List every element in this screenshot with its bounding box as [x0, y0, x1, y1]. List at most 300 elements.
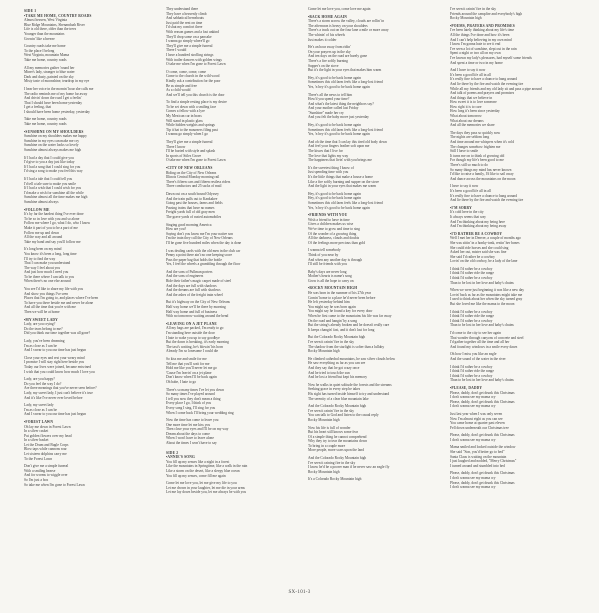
- lyric-line: All the darkness, clouds and doubts: [308, 236, 360, 241]
- lyric-line: And they say that he got crazy once: [308, 365, 360, 370]
- lyric-line: Rocky Mountain high: [308, 469, 340, 474]
- lyric-line: She could ride horses and she could sing: [450, 245, 509, 250]
- lyric-line: I'd tell a tale sure to make you smile: [24, 181, 76, 186]
- lyric-line: Let me lay down beside you, let me always be with you: [166, 490, 247, 495]
- lyric-line: Please, daddy, don't get drunk this Christmas: [450, 390, 515, 395]
- lyric-line: Lady, are you crying?: [24, 322, 56, 327]
- lyric-line: And I'm thinking about my being here: [450, 219, 505, 224]
- lyric-line: But the dawn is breaking, it's early morning: [166, 340, 229, 345]
- lyric-line: Singing good morning America: [166, 222, 212, 227]
- lyric-line: But it's highway on the City of New Orleans: [166, 300, 230, 305]
- song-title: • ROCKY MOUNTAIN HIGH: [308, 286, 444, 291]
- song-title: • TAKE ME HOME, COUNTRY ROADS: [24, 14, 160, 19]
- lyric-line: Make it part of you to be a part of me: [24, 225, 78, 230]
- lyric-line: Three conductors and 25 sacks of mail: [166, 184, 222, 189]
- lyric-line: Sunshine in my eyes can make me cry: [24, 138, 79, 143]
- song-title: • CITY OF NEW ORLEANS: [166, 166, 302, 171]
- lyric-line: You fill up my senses like a night in a forest: [166, 459, 230, 464]
- lyric-line: To be there where I can talk to you: [24, 274, 75, 279]
- lyric-line: There's fifteen cars and fifteen restless riders: [166, 179, 231, 184]
- lyric-line: They'll give me a simple funeral: [166, 43, 213, 48]
- lyric-line: It always seems that way: [450, 214, 486, 219]
- lyric-line: Hey, it's good to be back home again: [308, 75, 361, 80]
- lyric-line: It's been a good life all in all: [450, 188, 491, 193]
- lyric-line: As a child would: [166, 88, 191, 93]
- lyric-line: Fell down underneath our Christmas tree: [450, 425, 509, 430]
- lyric-line: One more time let me kiss you: [166, 422, 211, 427]
- lyric-line: Hold me like you'll never let me go: [166, 366, 217, 371]
- lyric-line: Yes, 'n hey it's good to be back home again: [308, 84, 370, 89]
- lyric-line: How right it is to care: [450, 104, 482, 109]
- lyric-line: Today our lives were joined, became entwined: [24, 364, 91, 369]
- lyric-line: Sometimes this old farm feels like a long-lost friend: [308, 127, 383, 132]
- lyric-line: Misty taste of moonshine, teardrop in my eye: [24, 79, 90, 84]
- lyric-line: There's a truck out on the four lane a mile or more away: [308, 28, 389, 33]
- lyric-line: And show you things I've seen: [24, 291, 69, 296]
- lyric-line: And things that we believe in: [450, 95, 493, 100]
- lyric-line: Every place I go, I think of you: [166, 401, 212, 406]
- lyric-line: Take my hand and say you'll follow me: [24, 239, 81, 244]
- lyric-line: Sunshine on the water looks so lovely: [24, 143, 79, 148]
- lyric-line: Growin' like a breeze: [24, 36, 55, 41]
- lyric-line: Let me drown in your laughter, let me die in your arms: [166, 485, 245, 490]
- lyric-line: Please, daddy, don't get drunk this Christmas: [450, 399, 515, 404]
- lyric-line: Lady, are you happy?: [24, 377, 55, 382]
- lyric-line: I wish that you could know how much I love you: [24, 369, 95, 374]
- lyric-line: Lovin' back as far as the mountains might take me: [450, 292, 523, 297]
- lyric-line: To bring in a couple more: [308, 443, 346, 448]
- lyric-line: She said I'd rather be a cowboy: [450, 254, 495, 259]
- lyric-line: Come let me love you, come love me again: [308, 7, 371, 11]
- lyric-line: Please, daddy, don't get drunk this Christmas: [450, 433, 515, 438]
- lyric-line: Pass the paper bag that holds the bottle: [166, 257, 222, 262]
- lyric-line: The radio reminds me of my home far away: [24, 91, 88, 96]
- lyric-line: Will stand in plastic glass: [166, 118, 203, 123]
- lyric-line: Put golden flowers over my head: [24, 433, 72, 438]
- lyric-line: And we'll tell you this church is the door: [166, 92, 225, 97]
- lyric-line: He was born in the summer of his 27th year: [308, 291, 371, 296]
- lyric-line: Let sixteen dolphins carry me: [24, 452, 67, 457]
- lyric-line: I've seen it rainin' fire in the sky: [450, 7, 497, 11]
- song-title: • FOLLOW ME: [24, 208, 160, 213]
- lyric-line: I think I'd rather be a cowboy: [450, 276, 493, 281]
- lyric-line: Sometimes this old farm feels like a long-lost friend: [308, 80, 383, 85]
- lyric-line: There I would: [166, 48, 187, 53]
- lyric-line: I think I'd rather ride the range: [450, 271, 494, 276]
- lyric-line: It's a Colorado Rocky Mountain high: [308, 477, 362, 482]
- lyric-line: Follow me where I go, what I do, who I know: [24, 221, 91, 226]
- lyric-line: You fill up my senses, come fill me again: [166, 473, 226, 478]
- lyric-line: Kindly ask a contribution for the poor: [166, 78, 221, 83]
- lyric-line: You can talk to God and listen to the casual reply: [308, 413, 379, 418]
- lyric-line: With no tomorrow waiting around the bend: [166, 314, 229, 319]
- lyric-line: Just paid the rent on time: [166, 20, 203, 25]
- lyric-line: I've seen it rainin' fire in the sky: [308, 408, 355, 413]
- lyric-line: She said "Son, you'd better go to bed": [450, 450, 505, 455]
- lyric-line: You might say he found a key for every door: [308, 309, 373, 314]
- lyric-line: I just laughed and nodded, "Merry Christmas": [450, 459, 517, 464]
- lyric-line: Of the feelings more precious than gold: [308, 240, 366, 245]
- lyric-line: Just last year when I was only seven: [450, 411, 503, 416]
- lyric-line: That wonder through canyons of concrete and steel: [450, 335, 524, 340]
- lyric-line: It's the sweetest thing I know of: [308, 165, 354, 170]
- lyric-line: Places that I'm going to, and places where I've been: [24, 296, 99, 301]
- lyric-line: Already I'm so lonesome I could die: [166, 349, 219, 354]
- lyric-line: The way I feel about you: [24, 265, 61, 270]
- lyric-line: All the way and all around: [24, 235, 63, 240]
- lyric-line: Dark and dusty, painted on the sky: [24, 74, 74, 79]
- lyric-line: Think of you near by: [308, 252, 339, 257]
- lyric-line: But she loved me like the mama to the moon: [450, 302, 515, 307]
- lyric-line: That I can make you understand: [24, 261, 71, 266]
- lyric-line: He's an hour away from ridin': [308, 45, 351, 50]
- lyric-line: If I had a tale that I could tell you: [24, 177, 73, 181]
- side-heading: SIDE 1: [24, 9, 37, 13]
- lyric-line: Every song I sing, I'll sing for you: [166, 405, 216, 410]
- lyric-line: And the sons of Pullman porters: [166, 269, 213, 274]
- lyric-line: I wanna go simply when I go: [166, 132, 208, 137]
- lyrics-column-1: [24, 7, 160, 587]
- lyrics-column-2: [166, 7, 302, 587]
- catalog-number: SX-101-3: [288, 590, 311, 595]
- lyric-line: Baby's days are never long: [308, 269, 347, 274]
- lyric-line: Country roads take me home: [24, 44, 66, 49]
- lyric-line: My Mexican car in brass: [166, 114, 202, 119]
- lyric-line: If I had a day that I could give you: [24, 155, 74, 160]
- lyric-line: That I should have been home yesterday: [24, 100, 83, 105]
- lyric-line: Let the Drum and Bugle Corps: [24, 442, 69, 447]
- lyric-line: Passing trains that have no names: [166, 205, 215, 210]
- lyric-line: It's really fine to have a chance to hang around: [450, 77, 518, 82]
- lyric-line: I'm the train they call the City of New Orleans: [166, 236, 233, 241]
- lyric-line: I don't wanna see my mama cry: [450, 476, 496, 481]
- lyric-line: How'd you spend your time?: [308, 97, 350, 102]
- lyric-line: I think I'd rather be a cowboy: [450, 364, 493, 369]
- lyric-line: Then close your eyes and I'll be on my way: [166, 427, 229, 432]
- lyric-line: To the Forest Lawn: [24, 456, 52, 461]
- lyric-line: Do you feel the way I do?: [24, 381, 62, 386]
- lyric-line: Friends around the campfire and everybody's high: [450, 11, 523, 16]
- lyric-line: We've time to grow and time to sing: [308, 226, 360, 231]
- lyric-line: And lie there by the fire and watch the evening tire: [450, 81, 524, 86]
- lyric-line: Are there meanings that you've never seen before?: [24, 386, 97, 391]
- lyric-line: Take me home, country roads: [24, 122, 67, 127]
- lyric-line: Yes, 'n hey it's good to be back home again: [308, 205, 370, 210]
- lyric-line: Comes a fellow with a lyre: [166, 109, 205, 114]
- lyric-line: I think I'd rather be a cowboy: [450, 373, 493, 378]
- lyric-line: And your mother called last Friday: [308, 106, 359, 111]
- lyric-line: When I won't have to leave alone: [166, 436, 214, 441]
- lyric-line: He saw everything as far as you can see: [308, 361, 366, 366]
- lyric-line: You might say he was born again: [308, 304, 356, 309]
- lyric-line: There I know: [166, 144, 186, 149]
- lyric-line: The taxi's waiting, he's blowin' his horn: [166, 344, 223, 349]
- lyric-line: They have a heavenly climb: [166, 11, 207, 16]
- lyric-line: And the sound of the water in the river: [450, 356, 506, 361]
- lyric-line: When he first came to the mountains his life was far away: [308, 314, 392, 319]
- lyric-line: And the light in your eyes that makes me warm: [308, 184, 377, 189]
- lyric-line: Close your eyes and rest your weary mind: [24, 355, 85, 360]
- lyric-line: It's long been on my mind: [24, 247, 62, 252]
- song-title: • SUNSHINE ON MY SHOULDERS: [24, 130, 160, 135]
- lyric-line: And the ashes of the freight train wheel: [166, 292, 223, 297]
- lyric-line: While all my friends and my old lady sit and pass a pipe around: [450, 86, 542, 91]
- lyrics-columns: [24, 7, 586, 587]
- lyric-line: And sabbatical hereabouts: [166, 16, 204, 21]
- lyric-line: Mother's hearts is name's song: [308, 274, 352, 279]
- song-title: • BACK HOME AGAIN: [308, 15, 444, 20]
- song-title: • LEAVING ON A JET PLANE: [166, 322, 302, 327]
- lyric-line: Lady, you've been dreaming: [24, 339, 65, 343]
- lyric-line: Life is old there, older than the trees: [24, 27, 77, 32]
- lyric-line: Come let me love you, let me give my life to you: [166, 481, 237, 486]
- lyric-line: How long it's been since yesterday: [450, 109, 500, 114]
- lyric-line: I used to think about her when the sky turned gray: [450, 297, 523, 302]
- lyric-line: I'll try to find the way: [24, 256, 56, 261]
- lyric-line: Hey, it's good to be back home again: [308, 196, 361, 201]
- lyric-line: Santa Claus is waiting on the mountain: [450, 454, 507, 459]
- lyric-line: Did you think our time together was all gone?: [24, 331, 91, 336]
- lyric-line: You see I'd like to share my life with you: [24, 287, 84, 292]
- lyric-line: I hear her voice in the mornin' hour she calls me: [24, 86, 94, 91]
- lyric-line: If I had a song that I could sing for you: [24, 164, 81, 169]
- lyric-line: It's been a good life all in all: [450, 72, 491, 77]
- lyric-line: Than to be lost in her love and baby's chains: [450, 323, 514, 328]
- lyric-line: Lady, my sweet lady: [24, 403, 54, 408]
- lyric-line: Rocky Mountain high: [450, 16, 482, 21]
- lyric-line: Of a simple thing he cannot comprehend: [308, 434, 367, 439]
- lyric-line: All the things I've done and how it's been: [450, 32, 510, 37]
- lyric-line: I'd shut my comfort there: [166, 25, 203, 30]
- lyric-line: To be set down with a smiling face: [166, 104, 217, 109]
- lyric-line: And I'm thinking about my being away: [450, 224, 507, 229]
- lyric-line: Grow is all the hope to carry on: [308, 278, 354, 283]
- lyric-line: They'll drop some on a pancake: [166, 34, 212, 39]
- lyric-line: She was sittin' in a honky-tonk, restin' her bones: [450, 240, 520, 245]
- lyric-line: There's so many times I've let you down: [166, 387, 224, 392]
- lyrics-column-3: [308, 7, 444, 587]
- lyric-line: To find a simple resting place is my desire: [166, 100, 227, 105]
- lyric-line: Supper's on the stove: [308, 63, 339, 68]
- lyric-line: And ten days on the road are barely gone: [308, 54, 368, 59]
- lyric-line: Don't give me a simple funeral: [24, 464, 69, 469]
- lyric-line: And the train pulls out to Kankakee: [166, 196, 218, 201]
- lyric-line: Younger than the mountains: [24, 31, 65, 36]
- lyric-line: I wanna go simply where'll go: [166, 39, 210, 44]
- lyric-line: How are you?: [166, 227, 187, 232]
- lyric-line: The grave yards of rusted automobiles: [166, 214, 222, 219]
- lyric-line: But it's the light in your eyes that makes him warm: [308, 68, 382, 73]
- lyric-line: To be so in love with you and so alone: [24, 216, 80, 221]
- lyric-line: So many things my mind has never known: [450, 167, 512, 172]
- lyric-line: Seeking grace in every step he takes: [308, 387, 361, 392]
- lyric-line: I'd make a wish for sunshine all the while: [24, 190, 84, 195]
- lyric-line: I have a hundred strolling strings: [166, 52, 214, 57]
- lyric-line: He climbed cathedral mountains, he saw silver clouds below: [308, 356, 396, 361]
- lyric-line: I don't wanna see my mama cry: [450, 404, 496, 409]
- lyric-line: I've known my lady's pleasures, had myself some friends: [450, 55, 532, 60]
- lyric-line: And the Colorado Rocky Mountain high: [308, 456, 367, 461]
- lyric-line: And dance across the mountains on the moon: [450, 176, 516, 181]
- lyric-line: Going past the houses, farms and fields: [166, 201, 223, 206]
- lyric-line: Illinois Central Monday morning rail: [166, 175, 220, 180]
- lyric-line: I think I'd rather ride the range: [450, 314, 494, 319]
- lyric-line: And talk of poems and prayers and promises: [450, 91, 515, 96]
- lyric-line: How sweet it is to love someone: [450, 100, 497, 105]
- lyric-line: Hey, it's good to be back home again: [308, 191, 361, 196]
- lyric-line: I don't wanna see my mama cry: [450, 395, 496, 400]
- lyric-line: Lovin' on the old cowboy, be a lady of the lane: [450, 259, 518, 264]
- lyric-line: I've been lately thinking about my life's time: [450, 28, 515, 33]
- lyric-line: On the road and hangin' by a song: [308, 318, 358, 323]
- lyric-line: And what's the latest thing the neighbors say?: [308, 101, 374, 106]
- lyric-line: Lady, my sweet lady, I just can't believe it's true: [24, 390, 93, 395]
- lyric-line: All my memories gather 'round her: [24, 65, 75, 70]
- lyric-line: I have to say it now: [450, 184, 479, 189]
- lyric-line: With a smiling hearse: [24, 468, 56, 473]
- lyric-line: And you felt the baby move just yesterday: [308, 115, 369, 120]
- lyric-line: I was dealing cards with the old men in the club car: [166, 248, 241, 253]
- lyric-line: The kisses that I live for: [308, 149, 343, 154]
- lyric-line: Oh how I miss you like an eagle: [450, 352, 497, 357]
- lyric-line: The changes somehow frighten me: [450, 144, 501, 149]
- lyric-line: And time around me whispers when it's cold: [450, 140, 515, 145]
- lyric-line: I'm standing here outside the door: [166, 331, 215, 335]
- lyric-line: What about tomorrow: [450, 114, 482, 119]
- lyric-line: And spent a time or two in my home: [450, 60, 503, 65]
- lyric-line: And I swear to you our time has just begun: [24, 412, 86, 417]
- lyric-line: I'd sing a song to make you feel this way: [24, 169, 83, 174]
- lyric-line: Then we will be at home: [24, 310, 60, 315]
- lyric-line: Almost heaven, West Virginia: [24, 18, 68, 23]
- lyric-line: There's all the news to tell him: [308, 92, 353, 97]
- lyric-line: Tell me that you'll wait for me: [166, 361, 210, 366]
- lyric-line: I think I'd rather be a cowboy: [450, 309, 493, 314]
- lyric-line: And he tried to touch the sun: [308, 370, 350, 375]
- lyric-line: And just how much I need you: [24, 270, 69, 275]
- lyric-line: The nights are seldom long: [450, 135, 490, 140]
- lyric-line: You know it's been a long, long time: [24, 251, 77, 256]
- lyric-line: And all the time that you're with me: [24, 305, 76, 310]
- lyric-line: The shadow from the starlight is softer than a lullaby: [308, 344, 385, 349]
- lyric-line: I should have been home yesterday, yesterday: [24, 109, 90, 114]
- lyric-line: Sunshine on my shoulders makes me happy: [24, 134, 87, 139]
- song-title: • I'D RATHER BE A COWBOY: [450, 232, 586, 237]
- song-title: • FOREST LAWN: [24, 420, 160, 425]
- lyric-line: He left yesterday behind him: [308, 300, 350, 305]
- lyric-line: It turns me on to think of growing old: [450, 153, 505, 158]
- lyric-line: And oh the time that I can lay this tired old body down: [308, 139, 387, 144]
- lyric-line: I'd come to the city to see her again: [450, 331, 501, 335]
- lyric-line: I'd give to you a day just like today: [24, 160, 75, 165]
- lyric-line: Still I have to smile: [450, 149, 479, 154]
- lyric-line: While hidden weights and springs: [166, 123, 215, 128]
- lyric-line: Ride their father's magic carpet made of steel: [166, 279, 232, 284]
- lyric-line: Oh babe, I hate to go: [166, 379, 197, 384]
- song-title: • PLEASE, DADDY: [450, 386, 586, 391]
- lyric-line: To the place I belong: [24, 48, 55, 53]
- lyric-line: 'Cause I'm leavin' on a jet plane: [166, 370, 212, 375]
- lyric-line: I get a feeling, that: [24, 105, 52, 110]
- lyric-line: And all the memories we share: [450, 123, 495, 128]
- lyric-line: Miner's lady, stranger to blue water: [24, 70, 75, 75]
- lyric-line: Tip it hat to the mourners filing past: [166, 127, 218, 132]
- lyric-line: So take me when I'm gone to Forest Lawn: [24, 482, 85, 487]
- lyric-line: It's the little things that make a house a home: [308, 175, 373, 179]
- song-title: • POEMS, PRAYERS AND PROMISES: [450, 24, 586, 29]
- lyric-line: And the days are full with shadows: [166, 283, 217, 288]
- lyric-line: I know I'm gonna hate to see it end: [450, 42, 501, 47]
- lyric-line: Mama smiled and looked outside the window: [450, 445, 516, 450]
- lyric-line: Blow taps while cannons roar: [24, 447, 67, 452]
- lyric-line: Do the tears belong to me?: [24, 326, 63, 331]
- lyric-line: Follow me up and down: [24, 230, 59, 235]
- lyric-line: I'd gather together all the time and all her: [450, 340, 510, 345]
- lyric-line: Than to be lost in her love and baby's chains: [450, 280, 514, 285]
- lyric-line: And found my windows in a smile every dawn: [450, 344, 518, 349]
- lyric-line: Now I'm almost eight as you can see: [450, 416, 503, 421]
- lyric-line: I'm as close as I can be: [24, 343, 57, 348]
- lyric-line: There's a fire softly burning: [308, 58, 348, 63]
- lyric-line: And I can't help believing in my own mind: [450, 37, 512, 42]
- lyric-line: All my bags are packed, I'm ready to go: [166, 326, 224, 331]
- lyric-line: Oh lay me down in Forest Lawn: [24, 424, 71, 429]
- lyric-line: It's by far the hardest thing I've ever done: [24, 212, 84, 217]
- lyric-line: Yes, I feel the wheels a grumbling through the floor: [166, 262, 241, 267]
- lyric-line: About the times I won't have to say: [166, 441, 217, 446]
- lyric-line: Comin' home to a place he'd never been before: [308, 295, 376, 300]
- lyric-line: Come to the church in the wild wood: [166, 74, 220, 79]
- lyric-line: And when any another day is through: [308, 257, 363, 262]
- lyric-line: I'm as close as I can be: [24, 407, 57, 412]
- lyric-line: Blue Ridge Mountains, Shenandoah River: [24, 22, 85, 27]
- lyric-line: When we were just beginning it was like a new day: [450, 288, 525, 293]
- lyric-line: Wish a friend to have in time: [308, 217, 350, 222]
- lyric-line: Well I met her in Denver, a couple of months ago: [450, 236, 521, 241]
- lyric-line: West Virginia, mountain Mama: [24, 53, 70, 58]
- lyric-line: Asked her out, mister said she was fine: [450, 250, 507, 255]
- lyric-line: The happiness that livin' with you brings me: [308, 158, 372, 163]
- song-title: • ANNIE'S SONG: [166, 455, 302, 460]
- lyric-line: Rocky Mountain high: [308, 349, 340, 354]
- lyric-line: And he lost a friend but kept his memory: [308, 375, 368, 380]
- lyric-line: Don't know when I'll be back again: [166, 375, 217, 380]
- lyric-line: On your prayers up in the sky: [308, 49, 351, 54]
- lyric-line: So kiss me and smile for me: [166, 356, 207, 361]
- lyric-line: I'll still be friends with you: [308, 262, 347, 267]
- lyric-line: With trailer dancers with golden wings: [166, 57, 222, 62]
- lyric-line: O come, come, come, come: [166, 69, 207, 74]
- lyric-line: Than to be lost in her love and baby's chains: [450, 378, 514, 383]
- lyric-line: Rocky Mountain high: [308, 417, 340, 422]
- lyric-line: Half way home we'll be there by morning: [166, 305, 226, 310]
- lyric-line: "Sunshine" made her cry: [308, 110, 344, 115]
- lyric-line: So many times I've played around: [166, 392, 215, 397]
- lyric-line: Hey, it's good to be back home again: [308, 123, 361, 128]
- lyric-line: Half way home and full of business: [166, 309, 218, 314]
- lyric-line: I'll be gone five hundred miles when the day is done: [166, 240, 242, 245]
- song-title: • I'M SORRY: [450, 206, 586, 211]
- lyric-line: But the Colorado Rocky Mountain high: [308, 335, 366, 340]
- lyric-line: Please, daddy, don't get drunk this Christmas: [450, 471, 515, 476]
- lyric-line: And drivin' down the road I get a feelin': [24, 96, 82, 101]
- lyric-line: But his heart still knows some fear: [308, 430, 358, 435]
- lyric-line: And it's like I've never ever loved before: [24, 395, 83, 400]
- lyric-line: They understand there: [166, 7, 199, 11]
- lyric-line: Sunshine almost all the time makes me high: [24, 195, 88, 200]
- lyric-line: And I have to say it now: [450, 68, 486, 73]
- lyric-line: Sunshine almost always makes me high: [24, 148, 82, 153]
